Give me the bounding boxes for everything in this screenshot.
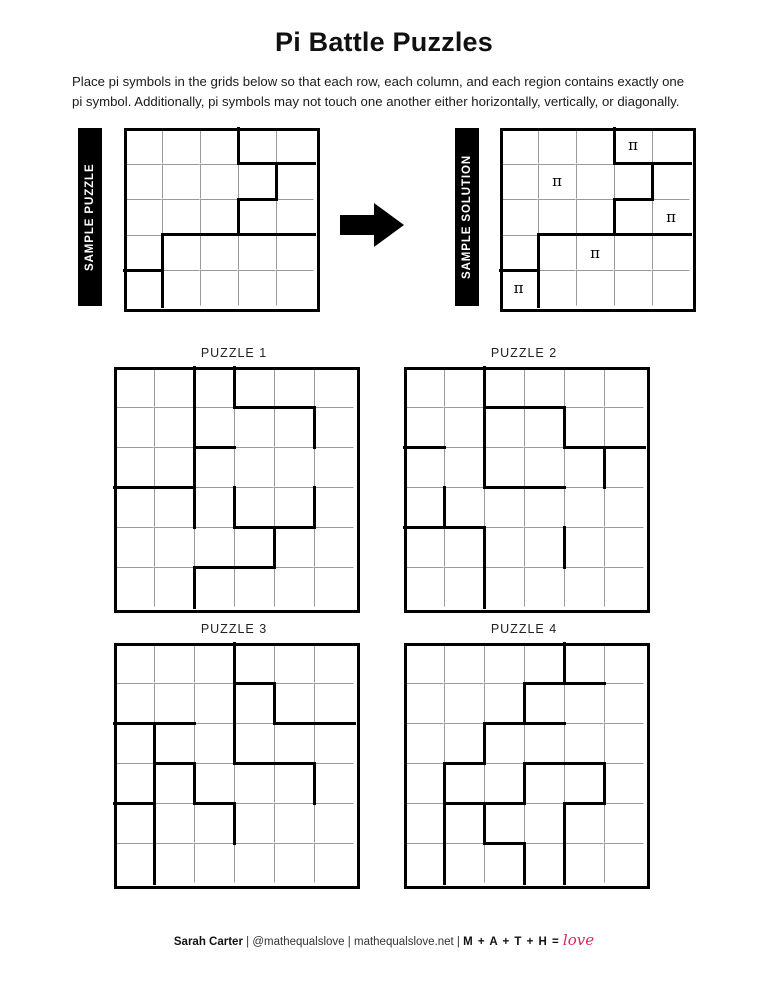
grid-cell[interactable] — [604, 367, 644, 407]
grid-cell[interactable] — [576, 128, 614, 164]
grid-cell[interactable] — [194, 843, 234, 883]
grid-cell[interactable] — [484, 683, 524, 723]
grid-cell[interactable] — [484, 843, 524, 883]
grid-cell[interactable] — [404, 367, 444, 407]
region-border-vertical — [483, 802, 486, 845]
grid-cell[interactable] — [564, 763, 604, 803]
region-border-vertical — [153, 802, 156, 885]
grid-cell[interactable] — [524, 447, 564, 487]
grid-cell[interactable] — [114, 447, 154, 487]
grid-cell[interactable] — [614, 164, 652, 200]
region-border-vertical — [483, 406, 486, 489]
grid-cell[interactable] — [444, 763, 484, 803]
grid-cell[interactable] — [114, 527, 154, 567]
region-border-vertical — [603, 762, 606, 805]
grid-cell[interactable] — [124, 128, 162, 164]
grid-cell[interactable] — [154, 643, 194, 683]
grid-cell[interactable] — [564, 487, 604, 527]
region-border-vertical — [563, 802, 566, 885]
grid-cell[interactable] — [200, 235, 238, 271]
grid-cell[interactable] — [194, 447, 234, 487]
grid-cell[interactable] — [234, 683, 274, 723]
grid-cell[interactable] — [234, 723, 274, 763]
region-border-vertical — [161, 269, 164, 308]
grid-cell[interactable] — [404, 487, 444, 527]
grid-cell[interactable] — [154, 803, 194, 843]
grid-cell[interactable] — [524, 643, 564, 683]
grid-cell[interactable] — [444, 683, 484, 723]
puzzle-3-caption: PUZZLE 3 — [200, 622, 268, 636]
grid-cell[interactable] — [234, 803, 274, 843]
sample-solution-grid — [500, 128, 690, 306]
grid-cell[interactable] — [314, 763, 354, 803]
footer-author: Sarah Carter — [173, 936, 243, 948]
footer-sep-1: | — [246, 936, 250, 948]
grid-cell[interactable] — [314, 803, 354, 843]
puzzle-2-caption: PUZZLE 2 — [490, 346, 558, 360]
grid-cell[interactable] — [162, 164, 200, 200]
region-border-vertical — [613, 127, 616, 166]
grid-cell[interactable] — [234, 567, 274, 607]
grid-cell[interactable] — [162, 270, 200, 306]
grid-cell[interactable] — [604, 803, 644, 843]
grid-cell[interactable] — [484, 567, 524, 607]
grid-cell[interactable] — [238, 235, 276, 271]
region-border-vertical — [523, 762, 526, 805]
region-border-vertical — [313, 406, 316, 449]
region-border-vertical — [563, 642, 566, 685]
grid-cell[interactable] — [234, 407, 274, 447]
grid-cell[interactable] — [404, 843, 444, 883]
grid-cell[interactable] — [114, 803, 154, 843]
grid-cell[interactable] — [124, 199, 162, 235]
region-border-vertical — [233, 366, 236, 409]
grid-cell[interactable] — [274, 803, 314, 843]
grid-cell[interactable] — [404, 567, 444, 607]
grid-cell[interactable] — [614, 235, 652, 271]
grid-cell[interactable] — [234, 843, 274, 883]
grid-cell[interactable] — [276, 270, 314, 306]
region-border-horizontal — [233, 406, 316, 409]
grid-cell[interactable] — [154, 487, 194, 527]
region-border-vertical — [523, 682, 526, 725]
grid-cell[interactable] — [652, 235, 690, 271]
grid-cell[interactable] — [604, 487, 644, 527]
grid-cell[interactable] — [444, 843, 484, 883]
grid-cell[interactable] — [238, 128, 276, 164]
grid-cell[interactable] — [274, 567, 314, 607]
grid-cell[interactable] — [314, 643, 354, 683]
region-border-vertical — [273, 526, 276, 569]
grid-cell[interactable] — [500, 128, 538, 164]
region-border-vertical — [193, 446, 196, 529]
grid-cell[interactable] — [404, 803, 444, 843]
grid-cell[interactable] — [274, 643, 314, 683]
grid-cell[interactable] — [234, 367, 274, 407]
grid-cell[interactable] — [194, 407, 234, 447]
grid-cell[interactable] — [404, 407, 444, 447]
grid-cell[interactable] — [614, 270, 652, 306]
grid-cell[interactable] — [162, 128, 200, 164]
region-border-horizontal — [193, 802, 236, 805]
region-border-horizontal — [403, 446, 446, 449]
region-border-vertical — [237, 127, 240, 166]
grid-cell[interactable] — [524, 527, 564, 567]
region-border-horizontal — [273, 722, 356, 725]
region-border-vertical — [233, 486, 236, 529]
grid-cell[interactable] — [194, 803, 234, 843]
sample-solution-label: SAMPLE SOLUTION — [455, 128, 479, 306]
grid-cell[interactable] — [162, 199, 200, 235]
grid-cell[interactable] — [162, 235, 200, 271]
grid-cell[interactable] — [194, 683, 234, 723]
grid-cell[interactable] — [404, 643, 444, 683]
grid-cell[interactable] — [652, 164, 690, 200]
grid-cell[interactable] — [314, 527, 354, 567]
grid-cell[interactable] — [444, 723, 484, 763]
footer-sep-3: | — [456, 936, 460, 948]
region-border-vertical — [237, 198, 240, 237]
grid-cell[interactable] — [114, 487, 154, 527]
grid-cell[interactable] — [114, 407, 154, 447]
region-border-horizontal — [443, 762, 486, 765]
grid-cell[interactable] — [604, 683, 644, 723]
sample-puzzle-label: SAMPLE PUZZLE — [78, 128, 102, 306]
grid-cell[interactable] — [538, 235, 576, 271]
grid-cell[interactable] — [200, 270, 238, 306]
grid-cell[interactable] — [114, 683, 154, 723]
pi-symbol-cell[interactable]: π — [652, 199, 690, 235]
grid-cell[interactable] — [234, 447, 274, 487]
region-border-vertical — [193, 366, 196, 449]
region-border-vertical — [603, 446, 606, 489]
grid-cell[interactable] — [564, 803, 604, 843]
grid-cell[interactable] — [194, 487, 234, 527]
grid-cell[interactable] — [444, 803, 484, 843]
grid-cell[interactable] — [444, 487, 484, 527]
arrow-svg — [340, 203, 404, 247]
grid-cell[interactable] — [524, 723, 564, 763]
region-border-vertical — [483, 526, 486, 609]
grid-cell[interactable] — [200, 199, 238, 235]
grid-cell[interactable] — [538, 199, 576, 235]
grid-cell[interactable] — [194, 567, 234, 607]
grid-cell[interactable] — [194, 367, 234, 407]
grid-cell[interactable] — [276, 128, 314, 164]
region-border-vertical — [313, 762, 316, 805]
grid-cell[interactable] — [314, 567, 354, 607]
grid-cell[interactable] — [652, 270, 690, 306]
grid-cell[interactable] — [200, 128, 238, 164]
grid-cell[interactable] — [564, 447, 604, 487]
puzzle-1-caption: PUZZLE 1 — [200, 346, 268, 360]
grid-cell[interactable] — [604, 527, 644, 567]
sample-puzzle-grid — [124, 128, 314, 306]
region-border-vertical — [563, 406, 566, 449]
grid-cell[interactable] — [154, 763, 194, 803]
region-border-horizontal — [193, 446, 236, 449]
instructions-text: Place pi symbols in the grids below so that each row, each column, and each region contains exactly one pi symbol. Additionally, pi symbols may not touch one another either horizontally, vertically, or diagonally. — [72, 74, 685, 109]
region-border-vertical — [443, 762, 446, 885]
footer-sep-2: | — [347, 936, 351, 948]
grid-cell[interactable] — [444, 643, 484, 683]
grid-cell[interactable] — [194, 527, 234, 567]
grid-cell[interactable] — [234, 487, 274, 527]
region-border-vertical — [523, 842, 526, 885]
footer-site: mathequalslove.net — [353, 936, 454, 948]
grid-cell[interactable] — [154, 843, 194, 883]
grid-cell[interactable] — [576, 164, 614, 200]
grid-cell[interactable] — [238, 270, 276, 306]
region-border-vertical — [651, 162, 654, 201]
region-border-horizontal — [153, 762, 196, 765]
grid-cell[interactable] — [314, 407, 354, 447]
grid-cell[interactable] — [500, 164, 538, 200]
grid-cell[interactable] — [524, 803, 564, 843]
grid-cell[interactable] — [444, 527, 484, 567]
grid-cell[interactable] — [444, 567, 484, 607]
grid-cell[interactable] — [114, 763, 154, 803]
region-border-horizontal — [523, 762, 606, 765]
grid-cell[interactable] — [154, 367, 194, 407]
grid-cell[interactable] — [500, 235, 538, 271]
grid-cell[interactable] — [524, 683, 564, 723]
grid-cell[interactable] — [276, 199, 314, 235]
pi-symbol-cell[interactable]: π — [500, 270, 538, 306]
grid-cell[interactable] — [194, 763, 234, 803]
grid-cell[interactable] — [564, 723, 604, 763]
grid-cell[interactable] — [234, 527, 274, 567]
grid-cell[interactable] — [194, 643, 234, 683]
grid-cell[interactable] — [276, 164, 314, 200]
grid-cell[interactable] — [564, 407, 604, 447]
grid-cell[interactable] — [114, 367, 154, 407]
grid-cell[interactable] — [114, 567, 154, 607]
grid-cell[interactable] — [604, 407, 644, 447]
grid-cell[interactable] — [564, 643, 604, 683]
grid-cell[interactable] — [154, 527, 194, 567]
region-border-horizontal — [233, 682, 276, 685]
region-border-vertical — [193, 762, 196, 805]
grid-cell[interactable] — [604, 763, 644, 803]
region-border-horizontal — [483, 842, 526, 845]
grid-cell[interactable] — [484, 803, 524, 843]
grid-cell[interactable] — [314, 367, 354, 407]
region-border-vertical — [193, 566, 196, 609]
pi-symbol-cell[interactable]: π — [614, 128, 652, 164]
region-border-horizontal — [563, 802, 606, 805]
grid-cell[interactable] — [484, 527, 524, 567]
grid-cell[interactable] — [524, 843, 564, 883]
grid-cell[interactable] — [274, 487, 314, 527]
grid-cell[interactable] — [538, 270, 576, 306]
grid-cell[interactable] — [234, 763, 274, 803]
region-border-vertical — [537, 269, 540, 308]
grid-cell[interactable] — [484, 367, 524, 407]
grid-cell[interactable] — [124, 235, 162, 271]
grid-cell[interactable] — [238, 199, 276, 235]
grid-cell[interactable] — [484, 643, 524, 683]
grid-cell[interactable] — [194, 723, 234, 763]
grid-cell[interactable] — [238, 164, 276, 200]
grid-cell[interactable] — [484, 447, 524, 487]
grid-cell[interactable] — [276, 235, 314, 271]
grid-cell[interactable] — [524, 407, 564, 447]
page-title: Pi Battle Puzzles — [275, 27, 493, 57]
pi-symbol-cell[interactable]: π — [538, 164, 576, 200]
grid-cell[interactable] — [274, 843, 314, 883]
footer-handle: @mathequalslove — [252, 936, 345, 948]
grid-cell[interactable] — [274, 683, 314, 723]
grid-cell[interactable] — [524, 763, 564, 803]
grid-cell[interactable] — [484, 407, 524, 447]
grid-cell[interactable] — [200, 164, 238, 200]
region-border-vertical — [483, 722, 486, 765]
grid-cell[interactable] — [234, 643, 274, 683]
grid-cell[interactable] — [564, 367, 604, 407]
grid-cell[interactable] — [114, 643, 154, 683]
grid-cell[interactable] — [274, 447, 314, 487]
grid-cell[interactable] — [154, 723, 194, 763]
grid-cell[interactable] — [274, 723, 314, 763]
grid-cell[interactable] — [314, 843, 354, 883]
grid-cell[interactable] — [604, 843, 644, 883]
grid-cell[interactable] — [444, 447, 484, 487]
footer — [0, 931, 768, 949]
grid-cell[interactable] — [524, 567, 564, 607]
region-border-horizontal — [123, 269, 164, 272]
grid-cell[interactable] — [614, 199, 652, 235]
grid-cell[interactable] — [652, 128, 690, 164]
grid-cell[interactable] — [604, 567, 644, 607]
pi-symbol-cell[interactable]: π — [576, 235, 614, 271]
arrow-icon — [340, 203, 404, 252]
grid-cell[interactable] — [576, 270, 614, 306]
grid-cell[interactable] — [484, 723, 524, 763]
region-border-vertical — [443, 486, 446, 529]
grid-cell[interactable] — [114, 723, 154, 763]
grid-cell[interactable] — [538, 128, 576, 164]
grid-cell[interactable] — [274, 763, 314, 803]
sample-section — [0, 125, 768, 310]
region-border-vertical — [275, 162, 278, 201]
grid-cell[interactable] — [274, 527, 314, 567]
region-border-vertical — [233, 802, 236, 845]
region-border-vertical — [563, 526, 566, 569]
grid-cell[interactable] — [404, 763, 444, 803]
grid-cell[interactable] — [154, 447, 194, 487]
region-border-vertical — [483, 366, 486, 409]
grid-cell[interactable] — [124, 270, 162, 306]
grid-cell[interactable] — [564, 683, 604, 723]
grid-cell[interactable] — [314, 447, 354, 487]
grid-cell[interactable] — [314, 487, 354, 527]
grid-cell[interactable] — [484, 763, 524, 803]
grid-cell[interactable] — [124, 164, 162, 200]
grid-cell[interactable] — [564, 527, 604, 567]
region-border-horizontal — [483, 406, 566, 409]
grid-cell[interactable] — [604, 723, 644, 763]
grid-cell[interactable] — [564, 843, 604, 883]
grid-cell[interactable] — [154, 683, 194, 723]
region-border-horizontal — [613, 198, 654, 201]
grid-cell[interactable] — [274, 367, 314, 407]
region-border-horizontal — [483, 486, 566, 489]
region-border-vertical — [233, 722, 236, 765]
grid-cell[interactable] — [154, 407, 194, 447]
region-border-horizontal — [237, 198, 278, 201]
region-border-vertical — [313, 486, 316, 529]
puzzle-4-caption: PUZZLE 4 — [490, 622, 558, 636]
grid-cell[interactable] — [444, 407, 484, 447]
footer-brand: M + A + T + H = — [463, 936, 560, 948]
region-border-vertical — [153, 722, 156, 805]
grid-cell[interactable] — [524, 487, 564, 527]
grid-cell[interactable] — [154, 567, 194, 607]
grid-cell[interactable] — [404, 683, 444, 723]
region-border-horizontal — [193, 566, 276, 569]
grid-cell[interactable] — [576, 199, 614, 235]
grid-cell[interactable] — [604, 643, 644, 683]
grid-cell[interactable] — [524, 367, 564, 407]
region-border-horizontal — [233, 762, 316, 765]
grid-cell[interactable] — [564, 567, 604, 607]
footer-brand-script: love — [562, 931, 595, 949]
grid-cell[interactable] — [404, 723, 444, 763]
region-border-vertical — [613, 198, 616, 237]
region-border-horizontal — [499, 269, 540, 272]
region-border-vertical — [273, 682, 276, 725]
grid-cell[interactable] — [404, 447, 444, 487]
region-border-horizontal — [113, 486, 196, 489]
grid-cell[interactable] — [484, 487, 524, 527]
grid-cell[interactable] — [274, 407, 314, 447]
grid-cell[interactable] — [314, 723, 354, 763]
region-border-vertical — [233, 642, 236, 725]
region-border-horizontal — [113, 802, 156, 805]
grid-cell[interactable] — [500, 199, 538, 235]
grid-cell[interactable] — [604, 447, 644, 487]
grid-cell[interactable] — [314, 683, 354, 723]
grid-cell[interactable] — [114, 843, 154, 883]
grid-cell[interactable] — [404, 527, 444, 567]
grid-cell[interactable] — [444, 367, 484, 407]
